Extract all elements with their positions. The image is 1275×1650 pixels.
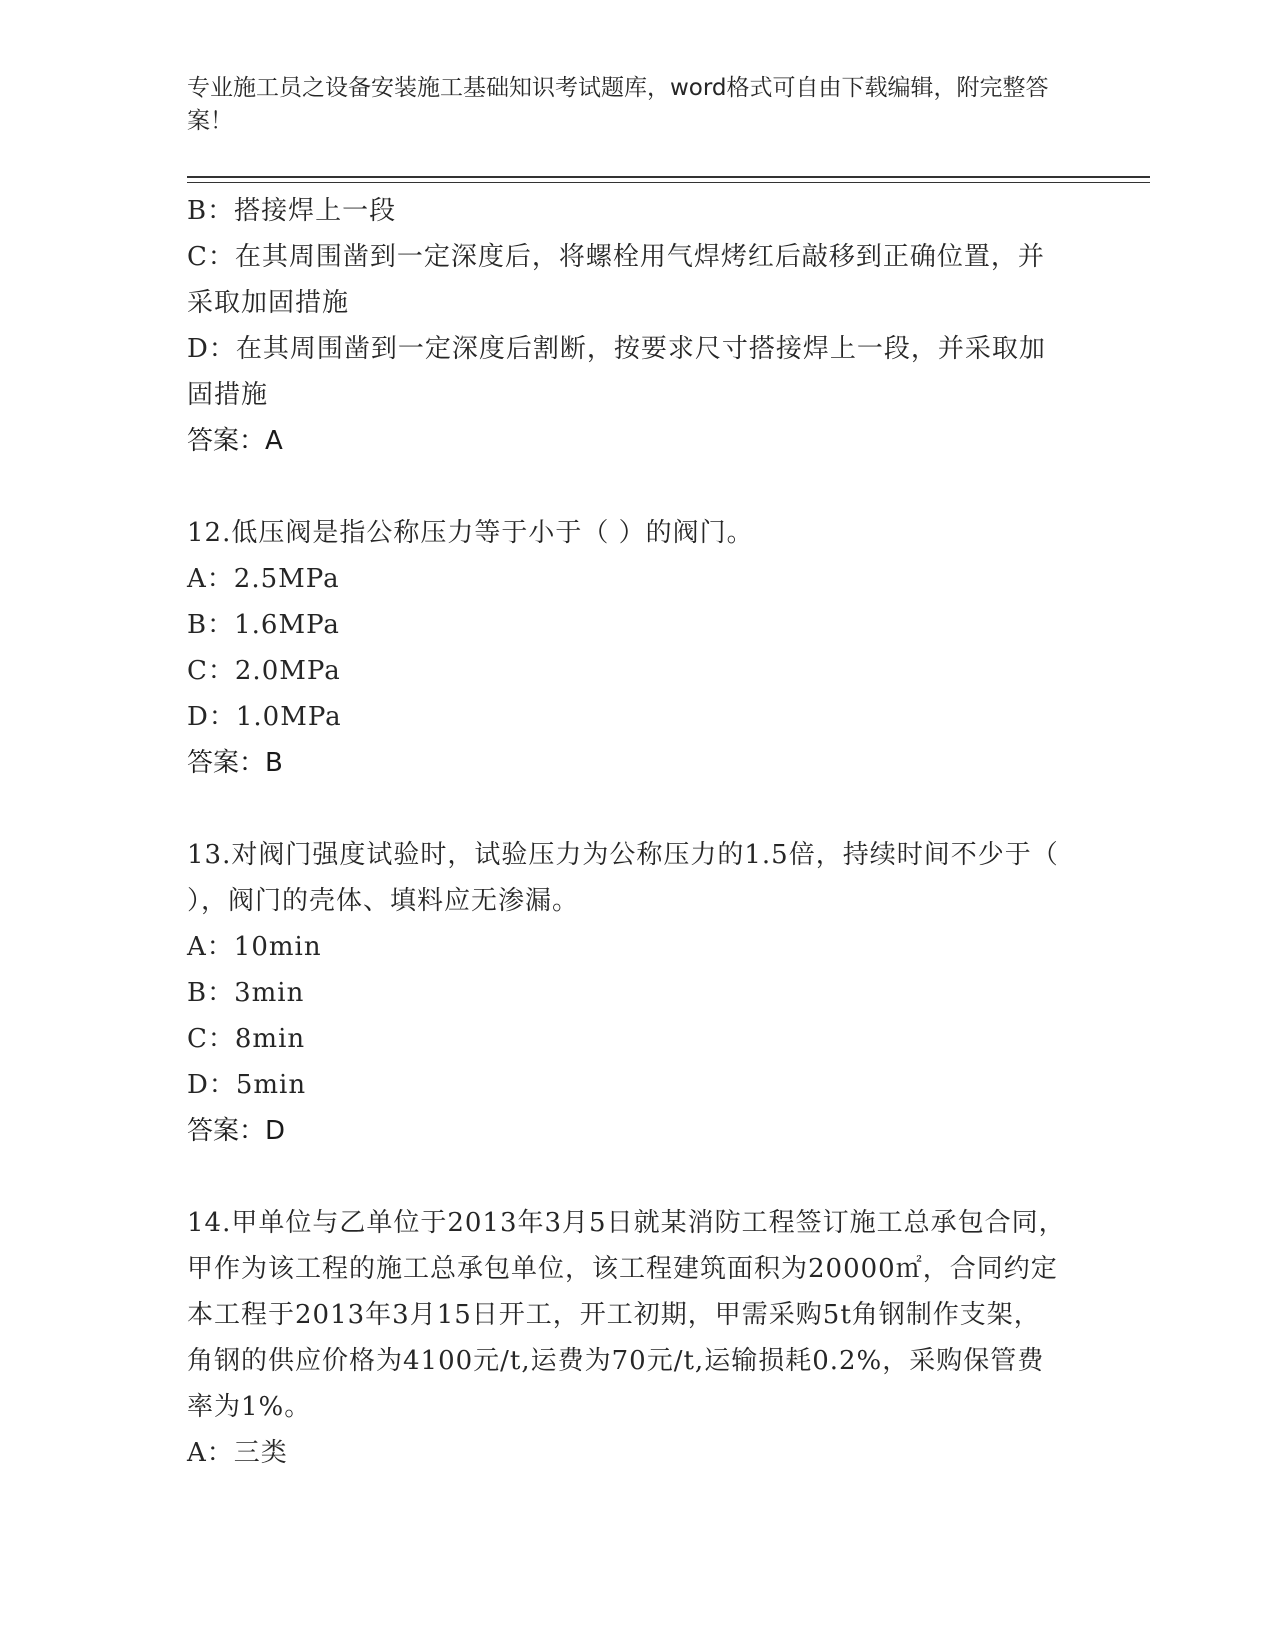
- option-b: B：3min: [187, 978, 305, 1008]
- question-text: 12.低压阀是指公称压力等于小于（ ）的阀门。: [187, 518, 754, 548]
- option-d: D：1.0MPa: [187, 702, 342, 732]
- question-11: [187, 188, 1067, 464]
- option-a: A：10min: [187, 932, 322, 962]
- option-a: A：三类: [187, 1438, 288, 1468]
- answer: 答案：B: [187, 748, 283, 778]
- question-13: [187, 832, 1067, 1154]
- header-divider-thin: [187, 182, 1150, 183]
- question-12: [187, 510, 1067, 786]
- question-14: [187, 1200, 1067, 1476]
- header-divider: [187, 176, 1150, 178]
- option-a: A：2.5MPa: [187, 564, 340, 594]
- option-d: D：在其周围凿到一定深度后割断，按要求尺寸搭接焊上一段，并采取加固措施: [187, 334, 1046, 410]
- option-b: B：搭接焊上一段: [187, 196, 397, 226]
- option-d: D：5min: [187, 1070, 307, 1100]
- question-text: 14.甲单位与乙单位于2013年3月5日就某消防工程签订施工总承包合同，甲作为该工程的施工总承包单位，该工程建筑面积为20000㎡，合同约定本工程于2013年3月15日开工，开工初期，甲需采购5t角钢制作支架，角钢的供应价格为4100元/t,运费为70元/t,运输损耗0.2%，采购保管费率为1%。: [187, 1208, 1066, 1422]
- option-c: C：在其周围凿到一定深度后，将螺栓用气焊烤红后敲移到正确位置，并采取加固措施: [187, 242, 1045, 318]
- answer: 答案：D: [187, 1116, 286, 1146]
- option-c: C：2.0MPa: [187, 656, 341, 686]
- question-list: [187, 188, 1067, 1476]
- option-c: C：8min: [187, 1024, 306, 1054]
- answer: 答案：A: [187, 426, 283, 456]
- option-b: B：1.6MPa: [187, 610, 340, 640]
- page-header: 专业施工员之设备安装施工基础知识考试题库，word格式可自由下载编辑，附完整答案！: [187, 75, 1049, 134]
- question-text: 13.对阀门强度试验时，试验压力为公称压力的1.5倍，持续时间不少于（ ），阀门的壳体、填料应无渗漏。: [187, 840, 1059, 916]
